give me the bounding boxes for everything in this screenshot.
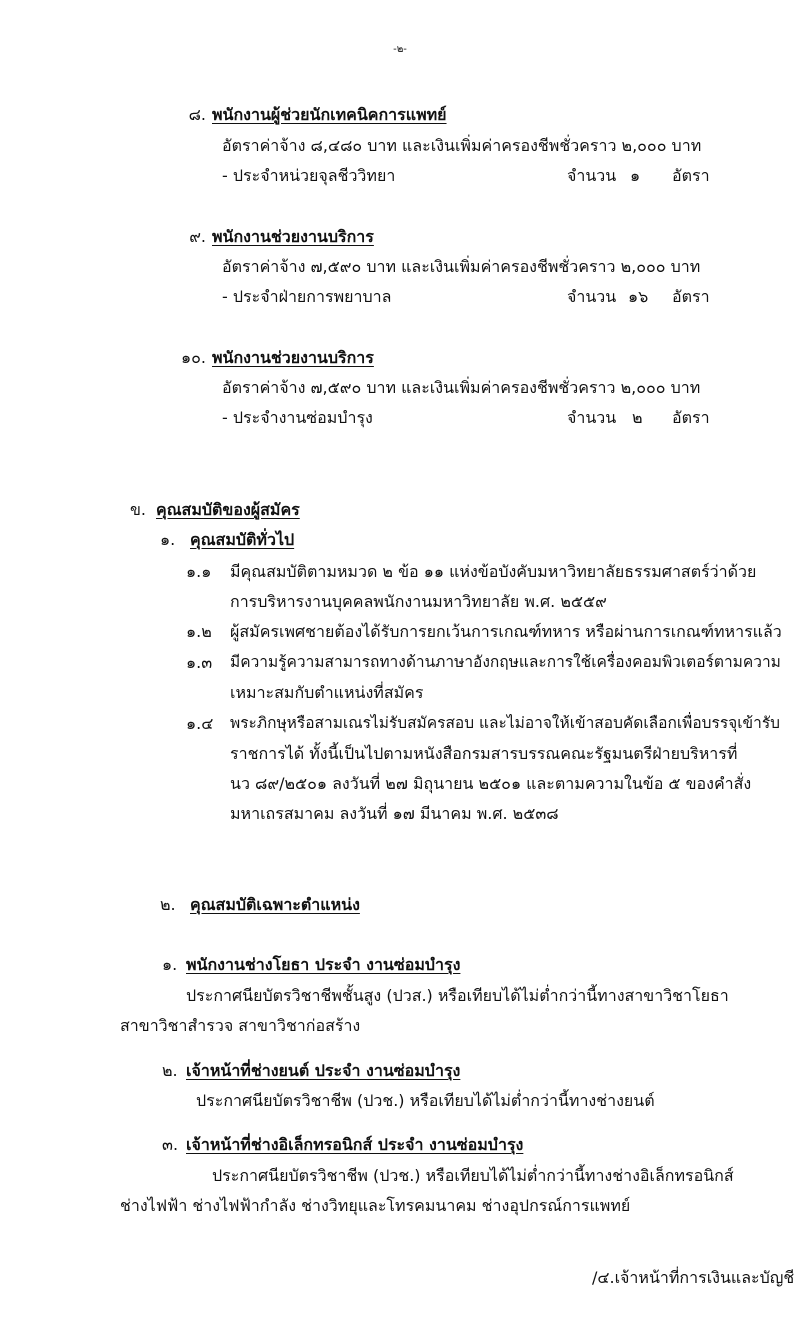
- subsection-heading: คุณสมบัติเฉพาะตำแหน่ง: [190, 895, 360, 914]
- position-count: ๑: [630, 166, 641, 185]
- position-rate: อัตราค่าจ้าง ๗,๕๙๐ บาท และเงินเพิ่มค่าครองชีพชั่วคราว ๒,๐๐๐ บาท: [222, 257, 701, 276]
- position-unit: - ประจำงานซ่อมบำรุง: [222, 408, 373, 427]
- position-count-unit: อัตรา: [672, 166, 710, 185]
- item-number: ๑.๑: [186, 562, 212, 581]
- item-line: มีคุณสมบัติตามหมวด ๒ ข้อ ๑๑ แห่งข้อบังคับมหาวิทยาลัยธรรมศาสตร์ว่าด้วย: [230, 562, 757, 581]
- page-number: -๒-: [393, 44, 407, 55]
- item-line: มีความรู้ความสามารถทางด้านภาษาอังกฤษและการใช้เครื่องคอมพิวเตอร์ตามความ: [230, 653, 781, 671]
- item-line: ผู้สมัครเพศชายต้องได้รับการยกเว้นการเกณฑ์ทหาร หรือผ่านการเกณฑ์ทหารแล้ว: [230, 622, 782, 641]
- position-count-unit: อัตรา: [672, 408, 710, 427]
- item-line: นว ๘๙/๒๕๐๑ ลงวันที่ ๒๗ มิถุนายน ๒๕๐๑ และตามความในข้อ ๕ ของคำสั่ง: [230, 774, 752, 793]
- position-count-unit: อัตรา: [672, 287, 710, 306]
- item-number: ๑.๒: [186, 622, 212, 641]
- specific-line: ช่างไฟฟ้า ช่างไฟฟ้ากำลัง ช่างวิทยุและโทรคมนาคม ช่างอุปกรณ์การแพทย์: [120, 1196, 631, 1215]
- subsection-heading: คุณสมบัติทั่วไป: [190, 530, 295, 549]
- specific-heading: พนักงานช่างโยธา ประจำ งานซ่อมบำรุง: [186, 955, 461, 974]
- position-title: พนักงานผู้ช่วยนักเทคนิคการแพทย์: [212, 105, 447, 124]
- item-number: ๑.๓: [186, 653, 213, 672]
- item-line: มหาเถรสมาคม ลงวันที่ ๑๗ มีนาคม พ.ศ. ๒๕๓๘: [230, 804, 559, 823]
- specific-line: สาขาวิชาสำรวจ สาขาวิชาก่อสร้าง: [120, 1016, 361, 1035]
- specific-line: ประกาศนียบัตรวิชาชีพ (ปวช.) หรือเทียบได้ไม่ต่ำกว่านี้ทางช่างอิเล็กทรอนิกส์: [212, 1166, 734, 1185]
- position-unit: - ประจำหน่วยจุลชีววิทยา: [222, 166, 396, 185]
- item-number: ๑.๔: [186, 714, 214, 733]
- specific-heading: เจ้าหน้าที่ช่างอิเล็กทรอนิกส์ ประจำ งานซ่อมบำรุง: [186, 1135, 524, 1154]
- specific-heading: เจ้าหน้าที่ช่างยนต์ ประจำ งานซ่อมบำรุง: [186, 1061, 461, 1080]
- position-number: ๘.: [188, 105, 206, 124]
- position-title: พนักงานช่วยงานบริการ: [212, 227, 374, 246]
- position-title: พนักงานช่วยงานบริการ: [212, 348, 374, 367]
- continuation-note: /๔.เจ้าหน้าที่การเงินและบัญชี: [592, 1268, 795, 1287]
- position-count-label: จำนวน: [567, 287, 617, 306]
- section-number: ข.: [129, 500, 146, 519]
- item-line: เหมาะสมกับตำแหน่งที่สมัคร: [230, 683, 424, 702]
- section-heading: คุณสมบัติของผู้สมัคร: [156, 500, 300, 519]
- item-line: ราชการได้ ทั้งนี้เป็นไปตามหนังสือกรมสารบรรณคณะรัฐมนตรีฝ่ายบริหารที่: [230, 744, 738, 763]
- position-count-label: จำนวน: [567, 408, 617, 427]
- item-line: การบริหารงานบุคคลพนักงานมหาวิทยาลัย พ.ศ. ๒๕๕๙: [230, 592, 607, 611]
- position-count-label: จำนวน: [567, 166, 617, 185]
- position-unit: - ประจำฝ่ายการพยาบาล: [222, 287, 392, 306]
- specific-line: ประกาศนียบัตรวิชาชีพชั้นสูง (ปวส.) หรือเทียบได้ไม่ต่ำกว่านี้ทางสาขาวิชาโยธา: [186, 986, 729, 1005]
- position-rate: อัตราค่าจ้าง ๗,๕๙๐ บาท และเงินเพิ่มค่าครองชีพชั่วคราว ๒,๐๐๐ บาท: [222, 378, 701, 397]
- position-count: ๒: [632, 408, 643, 427]
- subsection-number: ๑.: [160, 530, 176, 549]
- specific-number: ๓.: [162, 1135, 179, 1154]
- specific-number: ๒.: [162, 1061, 178, 1080]
- position-rate: อัตราค่าจ้าง ๘,๔๘๐ บาท และเงินเพิ่มค่าครองชีพชั่วคราว ๒,๐๐๐ บาท: [222, 136, 702, 155]
- item-line: พระภิกษุหรือสามเณรไม่รับสมัครสอบ และไม่อาจให้เข้าสอบคัดเลือกเพื่อบรรจุเข้ารับ: [230, 714, 781, 732]
- subsection-number: ๒.: [160, 895, 176, 914]
- position-number: ๙.: [189, 227, 206, 246]
- specific-line: ประกาศนียบัตรวิชาชีพ (ปวช.) หรือเทียบได้ไม่ต่ำกว่านี้ทางช่างยนต์: [196, 1091, 655, 1110]
- specific-number: ๑.: [162, 955, 178, 974]
- position-number: ๑๐.: [180, 348, 206, 367]
- position-count: ๑๖: [628, 287, 649, 306]
